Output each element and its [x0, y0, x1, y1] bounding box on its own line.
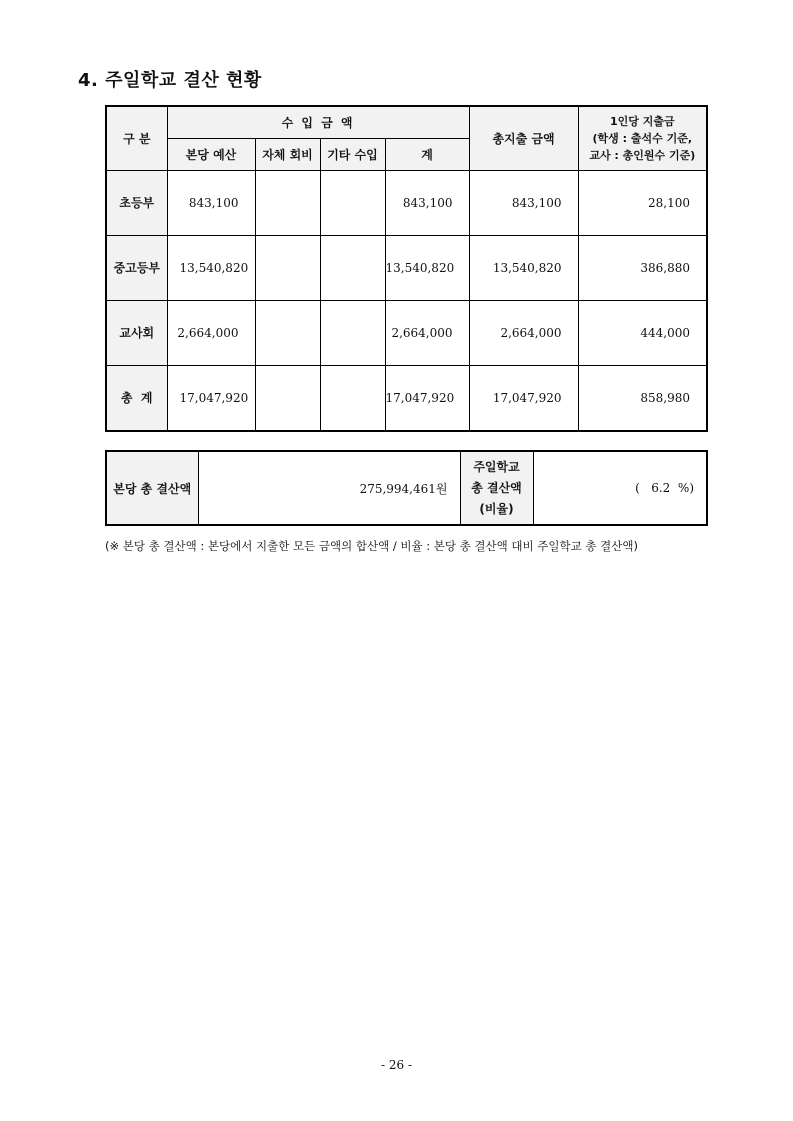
header-per-person-line3: 교사 : 총인원수 기준) — [589, 148, 696, 162]
cell-total-expense: 17,047,920 — [469, 365, 578, 431]
header-per-person-line1: 1인당 지출금 — [609, 114, 675, 128]
header-per-person-line2: (학생 : 출석수 기준, — [592, 131, 693, 145]
cell-other-income — [320, 300, 385, 365]
cell-other-income — [320, 365, 385, 431]
cell-income-sum: 2,664,000 — [385, 300, 469, 365]
summary-ratio-label-line3: (비율) — [479, 501, 514, 516]
cell-budget: 843,100 — [167, 170, 255, 235]
header-budget: 본당 예산 — [167, 138, 255, 170]
cell-own-fee — [255, 170, 320, 235]
row-label: 중고등부 — [106, 235, 167, 300]
table-row — [106, 365, 707, 431]
header-total-expense: 총지출 금액 — [469, 106, 578, 170]
cell-own-fee — [255, 365, 320, 431]
cell-per-person: 28,100 — [578, 170, 707, 235]
row-label: 교사회 — [106, 300, 167, 365]
cell-income-sum: 13,540,820 — [385, 235, 469, 300]
row-label: 초등부 — [106, 170, 167, 235]
cell-own-fee — [255, 235, 320, 300]
row-label-total: 총 계 — [106, 365, 167, 431]
cell-other-income — [320, 170, 385, 235]
table-row — [106, 300, 707, 365]
header-own-fee: 자체 회비 — [255, 138, 320, 170]
cell-income-sum: 17,047,920 — [385, 365, 469, 431]
header-other-income: 기타 수입 — [320, 138, 385, 170]
cell-per-person: 386,880 — [578, 235, 707, 300]
header-income-group: 수 입 금 액 — [167, 106, 469, 138]
cell-budget: 13,540,820 — [167, 235, 255, 300]
summary-table — [105, 450, 708, 526]
table-row — [106, 235, 707, 300]
cell-other-income — [320, 235, 385, 300]
cell-total-expense: 13,540,820 — [469, 235, 578, 300]
summary-ratio-label-line2: 총 결산액 — [471, 480, 522, 495]
cell-total-expense: 843,100 — [469, 170, 578, 235]
cell-income-sum: 843,100 — [385, 170, 469, 235]
cell-own-fee — [255, 300, 320, 365]
summary-ratio-label-line1: 주일학교 — [473, 459, 520, 474]
summary-ratio-value: ( 6.2 %) — [533, 451, 707, 525]
summary-label: 본당 총 결산액 — [106, 451, 198, 525]
footnote: (※ 본당 총 결산액 : 본당에서 지출한 모든 금액의 합산액 / 비율 : 본당 총 결산액 대비 주일학교 총 결산액) — [105, 539, 638, 553]
sunday-school-settlement-table — [105, 105, 708, 432]
cell-per-person: 444,000 — [578, 300, 707, 365]
header-per-person — [578, 106, 707, 170]
header-category: 구 분 — [106, 106, 167, 170]
header-income-sum: 계 — [385, 138, 469, 170]
table-row — [106, 170, 707, 235]
page-number: - 26 - — [380, 1058, 412, 1072]
summary-ratio-label — [460, 451, 533, 525]
section-title: 4. 주일학교 결산 현황 — [78, 70, 262, 91]
cell-budget: 17,047,920 — [167, 365, 255, 431]
cell-per-person: 858,980 — [578, 365, 707, 431]
cell-budget: 2,664,000 — [167, 300, 255, 365]
summary-value: 275,994,461원 — [198, 451, 460, 525]
cell-total-expense: 2,664,000 — [469, 300, 578, 365]
